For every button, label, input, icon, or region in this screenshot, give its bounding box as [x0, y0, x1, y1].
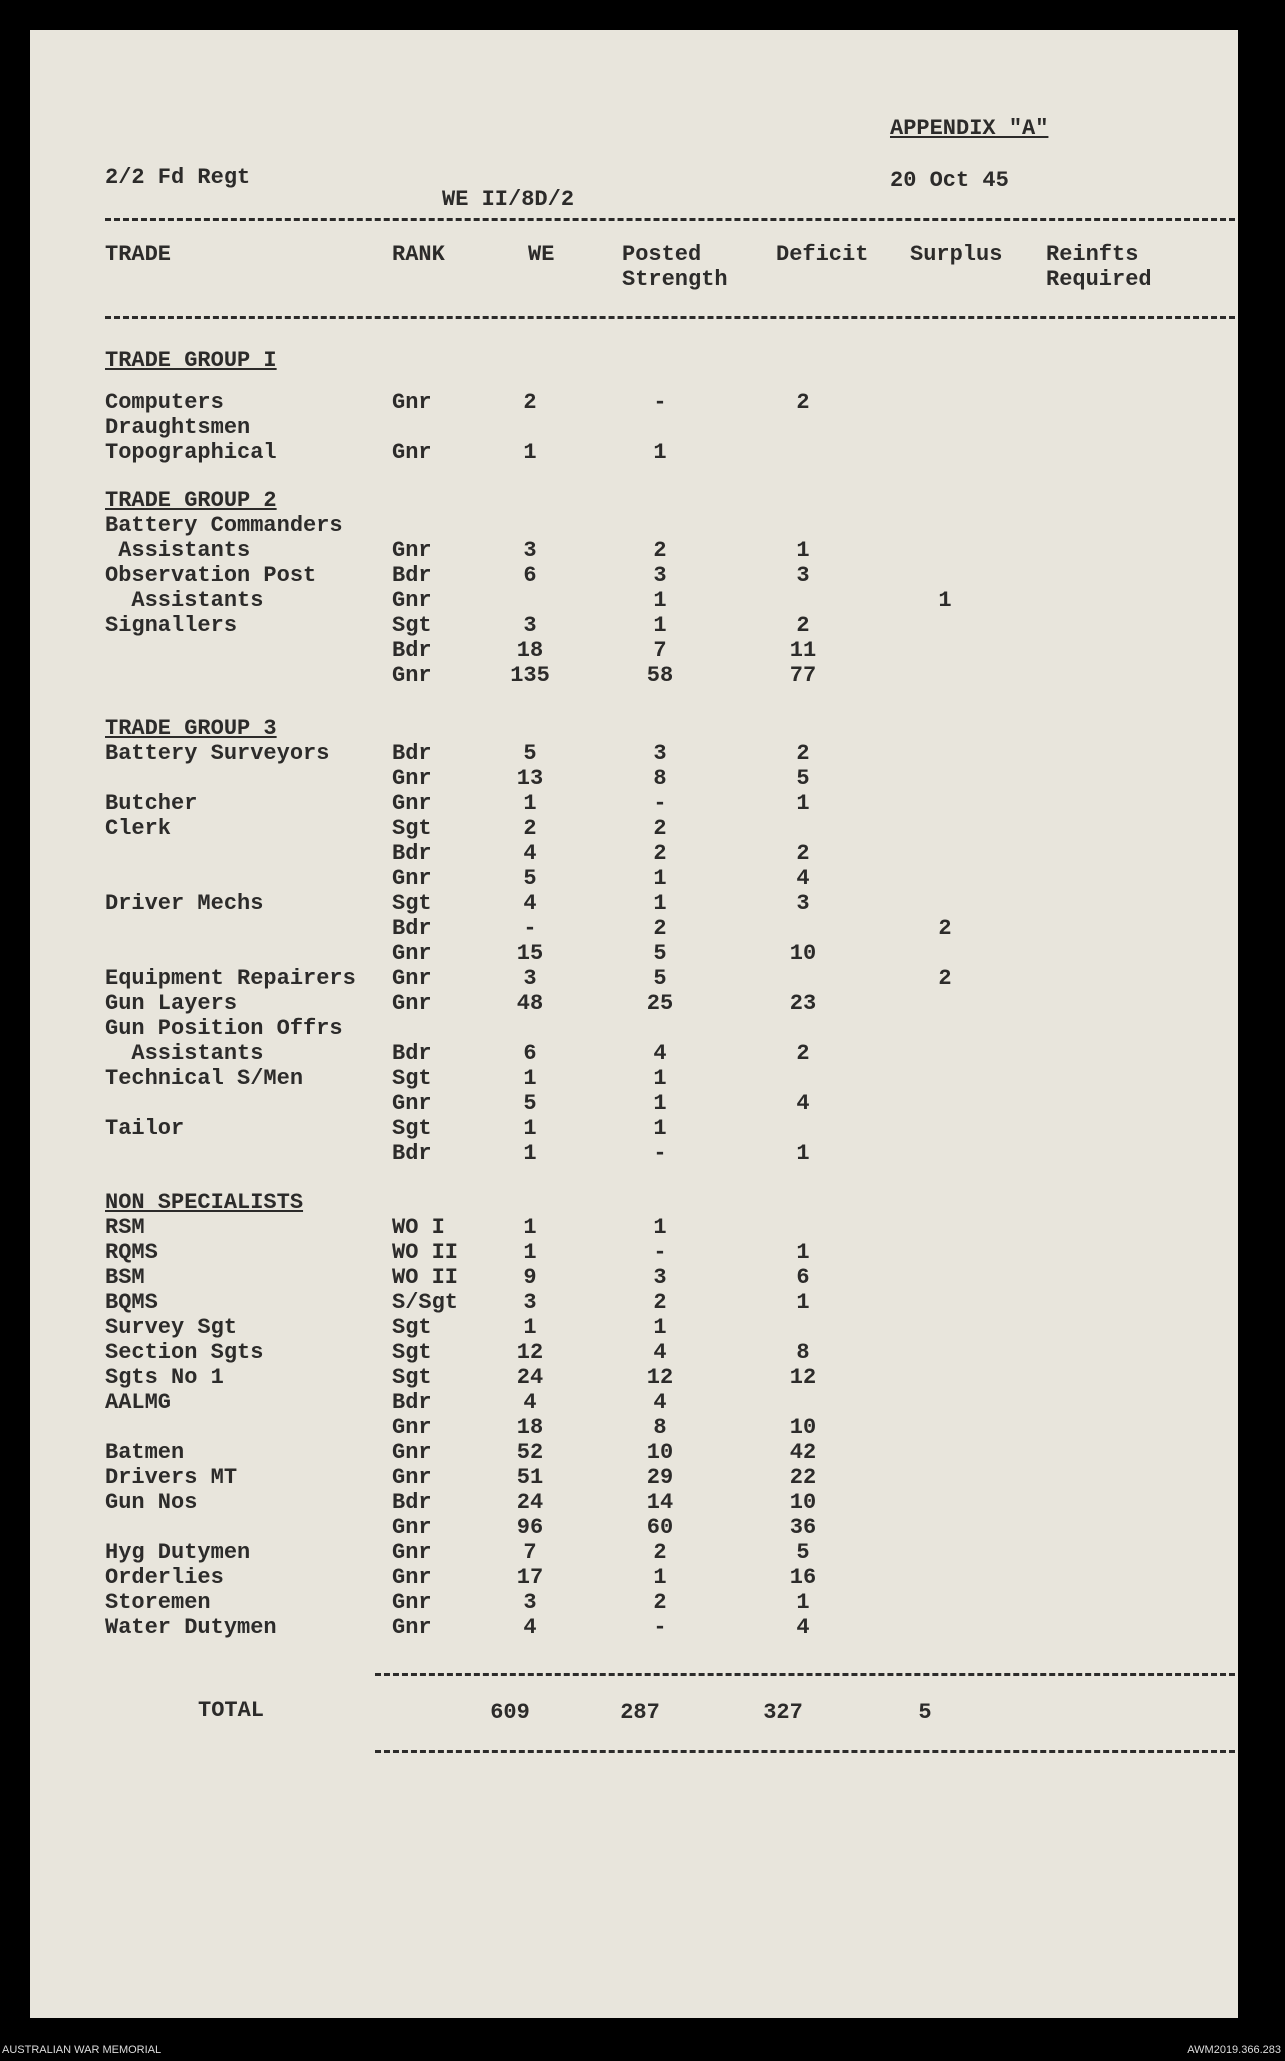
cell-trade: Technical S/Men — [105, 1066, 304, 1091]
cell-rank: Gnr — [392, 588, 432, 613]
cell-we: 52 — [516, 1440, 544, 1465]
cell-deficit: 5 — [796, 766, 810, 791]
cell-we: 13 — [516, 766, 544, 791]
cell-rank: Gnr — [392, 766, 432, 791]
header-rule-bottom — [105, 316, 1235, 319]
cell-deficit: 1 — [796, 791, 810, 816]
unit-name: 2/2 Fd Regt — [105, 165, 251, 190]
cell-deficit: 2 — [796, 741, 810, 766]
cell-posted: 2 — [653, 841, 667, 866]
cell-surplus: 2 — [938, 916, 952, 941]
cell-trade: Signallers — [105, 613, 238, 638]
cell-posted: 2 — [653, 1540, 667, 1565]
cell-we: 51 — [516, 1465, 544, 1490]
cell-we: 4 — [523, 1390, 537, 1415]
cell-posted: 4 — [653, 1041, 667, 1066]
cell-posted: 2 — [653, 916, 667, 941]
cell-rank: Sgt — [392, 816, 432, 841]
cell-rank: Gnr — [392, 941, 432, 966]
cell-we: 24 — [516, 1490, 544, 1515]
cell-trade: Equipment Repairers — [105, 966, 356, 991]
cell-trade: BSM — [105, 1265, 145, 1290]
cell-rank: Gnr — [392, 538, 432, 563]
cell-we: 3 — [523, 1290, 537, 1315]
cell-we: 3 — [523, 613, 537, 638]
cell-posted: 1 — [653, 440, 667, 465]
cell-rank: Sgt — [392, 891, 432, 916]
cell-deficit: 10 — [789, 1490, 817, 1515]
cell-rank: Gnr — [392, 1515, 432, 1540]
cell-posted: 5 — [653, 941, 667, 966]
total-deficit: 327 — [763, 1700, 803, 1725]
cell-rank: Gnr — [392, 1565, 432, 1590]
cell-we: 18 — [516, 1415, 544, 1440]
cell-trade: Section Sgts — [105, 1340, 264, 1365]
cell-we: 2 — [523, 816, 537, 841]
header-rule-top — [105, 218, 1235, 221]
cell-trade: Clerk — [105, 816, 172, 841]
cell-trade: Gun Layers — [105, 991, 238, 1016]
cell-posted: 58 — [646, 663, 674, 688]
cell-trade: Observation Post — [105, 563, 317, 588]
cell-we: 15 — [516, 941, 544, 966]
cell-posted: 4 — [653, 1340, 667, 1365]
cell-posted: 5 — [653, 966, 667, 991]
cell-rank: Bdr — [392, 1041, 432, 1066]
cell-deficit: 2 — [796, 841, 810, 866]
total-we: 609 — [490, 1700, 530, 1725]
cell-rank: Gnr — [392, 866, 432, 891]
cell-we: 9 — [523, 1265, 537, 1290]
group-title: TRADE GROUP I — [105, 348, 277, 373]
cell-posted: 7 — [653, 638, 667, 663]
cell-posted: 1 — [653, 588, 667, 613]
cell-we: 5 — [523, 1091, 537, 1116]
group-title: TRADE GROUP 2 — [105, 488, 277, 513]
cell-posted: 2 — [653, 1290, 667, 1315]
cell-we: 24 — [516, 1365, 544, 1390]
cell-trade: Storemen — [105, 1590, 211, 1615]
cell-trade: Topographical — [105, 440, 277, 465]
cell-posted: 2 — [653, 816, 667, 841]
cell-posted: - — [653, 791, 667, 816]
cell-rank: WO II — [392, 1240, 459, 1265]
cell-rank: Gnr — [392, 390, 432, 415]
cell-rank: Gnr — [392, 1415, 432, 1440]
cell-surplus: 1 — [938, 588, 952, 613]
cell-trade: Assistants — [105, 588, 264, 613]
total-surplus: 5 — [918, 1700, 932, 1725]
footer-right: AWM2019.366.283 — [1187, 2044, 1281, 2056]
cell-trade: Draughtsmen — [105, 415, 251, 440]
document-page — [30, 30, 1238, 2018]
cell-deficit: 2 — [796, 1041, 810, 1066]
cell-rank: Bdr — [392, 638, 432, 663]
cell-trade: Assistants — [105, 538, 251, 563]
cell-rank: Sgt — [392, 1365, 432, 1390]
cell-posted: 8 — [653, 1415, 667, 1440]
cell-we: 4 — [523, 1615, 537, 1640]
total-rule-bottom — [375, 1750, 1235, 1753]
cell-trade: Computers — [105, 390, 224, 415]
cell-trade: AALMG — [105, 1390, 172, 1415]
cell-deficit: 12 — [789, 1365, 817, 1390]
cell-posted: 1 — [653, 1116, 667, 1141]
cell-deficit: 2 — [796, 613, 810, 638]
cell-trade: Tailor — [105, 1116, 185, 1141]
cell-trade: Battery Surveyors — [105, 741, 330, 766]
cell-deficit: 1 — [796, 1240, 810, 1265]
cell-deficit: 10 — [789, 941, 817, 966]
cell-trade: Drivers MT — [105, 1465, 238, 1490]
cell-trade: Sgts No 1 — [105, 1365, 224, 1390]
cell-trade: RQMS — [105, 1240, 158, 1265]
cell-rank: Bdr — [392, 841, 432, 866]
cell-rank: WO II — [392, 1265, 459, 1290]
cell-trade: Survey Sgt — [105, 1315, 238, 1340]
cell-we: 12 — [516, 1340, 544, 1365]
cell-deficit: 8 — [796, 1340, 810, 1365]
cell-we: 3 — [523, 538, 537, 563]
col-rank: RANK — [392, 242, 445, 267]
cell-we: 135 — [510, 663, 550, 688]
cell-posted: - — [653, 1141, 667, 1166]
cell-posted: 8 — [653, 766, 667, 791]
cell-rank: Sgt — [392, 1116, 432, 1141]
cell-deficit: 23 — [789, 991, 817, 1016]
cell-trade: Orderlies — [105, 1565, 224, 1590]
cell-deficit: 4 — [796, 1615, 810, 1640]
cell-deficit: 4 — [796, 866, 810, 891]
appendix-label: APPENDIX "A" — [890, 116, 1049, 141]
cell-deficit: 1 — [796, 1290, 810, 1315]
cell-we: 1 — [523, 1315, 537, 1340]
cell-we: 1 — [523, 791, 537, 816]
col-reinfts: Reinfts Required — [1046, 242, 1152, 292]
cell-posted: 60 — [646, 1515, 674, 1540]
total-rule-top — [375, 1673, 1235, 1676]
group-title: TRADE GROUP 3 — [105, 716, 277, 741]
cell-trade: Driver Mechs — [105, 891, 264, 916]
cell-we: 3 — [523, 1590, 537, 1615]
cell-deficit: 1 — [796, 1141, 810, 1166]
cell-deficit: 3 — [796, 563, 810, 588]
cell-rank: Gnr — [392, 1540, 432, 1565]
cell-posted: 29 — [646, 1465, 674, 1490]
cell-rank: Gnr — [392, 1091, 432, 1116]
cell-trade: Hyg Dutymen — [105, 1540, 251, 1565]
cell-we: 1 — [523, 1215, 537, 1240]
cell-rank: WO I — [392, 1215, 445, 1240]
cell-trade: Assistants — [105, 1041, 264, 1066]
cell-deficit: 6 — [796, 1265, 810, 1290]
cell-rank: Bdr — [392, 1490, 432, 1515]
cell-posted: 12 — [646, 1365, 674, 1390]
cell-we: 1 — [523, 1066, 537, 1091]
cell-posted: 4 — [653, 1390, 667, 1415]
cell-deficit: 4 — [796, 1091, 810, 1116]
cell-deficit: 10 — [789, 1415, 817, 1440]
cell-we: 1 — [523, 1116, 537, 1141]
cell-rank: Gnr — [392, 791, 432, 816]
cell-deficit: 77 — [789, 663, 817, 688]
cell-deficit: 22 — [789, 1465, 817, 1490]
cell-posted: 1 — [653, 613, 667, 638]
cell-rank: Sgt — [392, 1340, 432, 1365]
cell-deficit: 42 — [789, 1440, 817, 1465]
cell-posted: 10 — [646, 1440, 674, 1465]
cell-rank: Gnr — [392, 966, 432, 991]
cell-we: 1 — [523, 1141, 537, 1166]
cell-we: 3 — [523, 966, 537, 991]
cell-trade: Water Dutymen — [105, 1615, 277, 1640]
cell-we: 4 — [523, 891, 537, 916]
cell-rank: Bdr — [392, 563, 432, 588]
establishment-ref: WE II/8D/2 — [442, 187, 575, 212]
cell-we: 1 — [523, 440, 537, 465]
cell-we: 1 — [523, 1240, 537, 1265]
cell-we: 96 — [516, 1515, 544, 1540]
cell-rank: Gnr — [392, 440, 432, 465]
cell-surplus: 2 — [938, 966, 952, 991]
cell-trade: Gun Position Offrs — [105, 1016, 343, 1041]
cell-trade: Battery Commanders — [105, 513, 343, 538]
cell-we: 4 — [523, 841, 537, 866]
cell-we: 5 — [523, 741, 537, 766]
cell-posted: - — [653, 1615, 667, 1640]
cell-posted: 1 — [653, 1091, 667, 1116]
cell-posted: 1 — [653, 1066, 667, 1091]
cell-we: 7 — [523, 1540, 537, 1565]
cell-we: 18 — [516, 638, 544, 663]
cell-rank: Bdr — [392, 1390, 432, 1415]
cell-we: 17 — [516, 1565, 544, 1590]
col-surplus: Surplus — [910, 242, 1003, 267]
cell-rank: Bdr — [392, 1141, 432, 1166]
cell-rank: Bdr — [392, 741, 432, 766]
cell-rank: Bdr — [392, 916, 432, 941]
cell-deficit: 1 — [796, 1590, 810, 1615]
col-deficit: Deficit — [776, 242, 869, 267]
cell-we: 6 — [523, 1041, 537, 1066]
cell-trade: Batmen — [105, 1440, 185, 1465]
cell-posted: 25 — [646, 991, 674, 1016]
cell-deficit: 1 — [796, 538, 810, 563]
cell-posted: 3 — [653, 741, 667, 766]
cell-posted: 1 — [653, 1565, 667, 1590]
cell-rank: Sgt — [392, 1315, 432, 1340]
cell-posted: 3 — [653, 563, 667, 588]
cell-posted: - — [653, 1240, 667, 1265]
cell-posted: 2 — [653, 1590, 667, 1615]
cell-trade: Gun Nos — [105, 1490, 198, 1515]
cell-rank: Gnr — [392, 1465, 432, 1490]
col-we: WE — [528, 242, 555, 267]
col-posted: Posted Strength — [622, 242, 728, 292]
cell-we: - — [523, 916, 537, 941]
cell-deficit: 3 — [796, 891, 810, 916]
cell-trade: Butcher — [105, 791, 198, 816]
cell-posted: 1 — [653, 1315, 667, 1340]
cell-deficit: 5 — [796, 1540, 810, 1565]
cell-rank: Gnr — [392, 1590, 432, 1615]
total-posted: 287 — [620, 1700, 660, 1725]
cell-rank: Gnr — [392, 1440, 432, 1465]
total-label: TOTAL — [198, 1698, 265, 1723]
cell-we: 5 — [523, 866, 537, 891]
cell-trade: BQMS — [105, 1290, 158, 1315]
col-trade: TRADE — [105, 242, 172, 267]
cell-posted: 1 — [653, 866, 667, 891]
cell-we: 2 — [523, 390, 537, 415]
cell-we: 48 — [516, 991, 544, 1016]
cell-deficit: 11 — [789, 638, 817, 663]
cell-trade: RSM — [105, 1215, 145, 1240]
cell-posted: - — [653, 390, 667, 415]
group-title: NON SPECIALISTS — [105, 1190, 304, 1215]
cell-rank: S/Sgt — [392, 1290, 459, 1315]
cell-rank: Sgt — [392, 1066, 432, 1091]
cell-posted: 1 — [653, 891, 667, 916]
cell-rank: Gnr — [392, 1615, 432, 1640]
cell-rank: Gnr — [392, 663, 432, 688]
cell-posted: 14 — [646, 1490, 674, 1515]
cell-posted: 2 — [653, 538, 667, 563]
cell-we: 6 — [523, 563, 537, 588]
document-date: 20 Oct 45 — [890, 168, 1009, 193]
footer-left: AUSTRALIAN WAR MEMORIAL — [2, 2044, 162, 2056]
cell-posted: 1 — [653, 1215, 667, 1240]
cell-deficit: 2 — [796, 390, 810, 415]
cell-posted: 3 — [653, 1265, 667, 1290]
cell-rank: Gnr — [392, 991, 432, 1016]
cell-deficit: 36 — [789, 1515, 817, 1540]
cell-rank: Sgt — [392, 613, 432, 638]
cell-deficit: 16 — [789, 1565, 817, 1590]
